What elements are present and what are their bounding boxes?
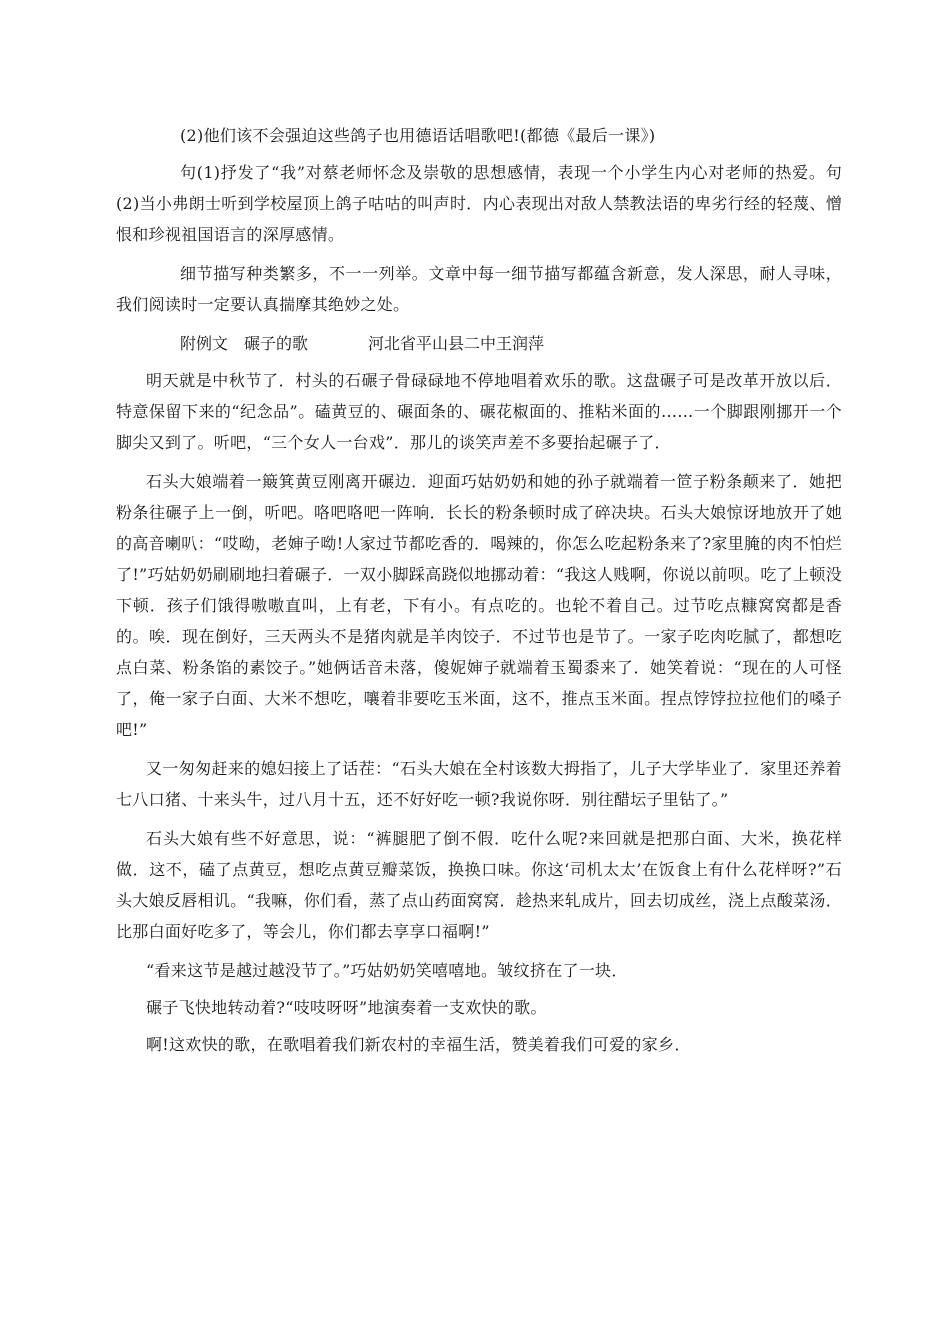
story-paragraph: “看来这节是越过越没节了。”巧姑奶奶笑嘻嘻地。皱纹挤在了一块． — [146, 961, 628, 980]
essay-title: 碾子的歌 — [244, 334, 309, 353]
essay-author: 河北省平山县二中王润萍 — [368, 334, 545, 353]
analysis-paragraph: 句(1)抒发了“我”对蔡老师怀念及崇敬的思想感情，表现一个小学生内心对老师的热爱。句(2)当小弗朗士听到学校屋顶上鸽子咕咕的叫声时．内心表现出对敌人禁教法语的卑劣行经的轻蔑、憎恨和珍视祖国语言的深厚感情。 — [116, 163, 842, 244]
story-paragraph: 石头大娘端着一簸箕黄豆刚离开碾边．迎面巧姑奶奶和她的孙子就端着一笸子粉条颠来了．她把粉条往碾子上一倒，听吧。咯吧咯吧一阵响．长长的粉条顿时成了碎决块。石头大娘惊讶地放开了她的高音喇叭：“哎呦，老婶子呦!人家过节都吃香的．喝辣的，你怎么吃起粉条来了?家里腌的肉不怕烂了!”巧姑奶奶刷刷地扫着碾子．一双小脚踩高跷似地挪动着：“我这人贱啊，你说以前呗。吃了上顿没下顿．孩子们饿得嗷嗷直叫，上有老，下有小。有点吃的。也轮不着自己。过节吃点糠窝窝都是香的。唉．现在倒好，三天两头不是猪肉就是羊肉饺子．不过节也是节了。一家子吃肉吃腻了，都想吃点白菜、粉条馅的素饺子。”她俩话音未落，傻妮婶子就端着玉蜀黍来了．她笑着说：“现在的人可怪了，俺一家子白面、大米不想吃，嚷着非要吃玉米面，这不，推点玉米面。捏点饽饽拉拉他们的嗓子吧!” — [116, 472, 842, 739]
story-paragraph: 碾子飞快地转动着?“吱吱呀呀”地演奏着一支欢快的歌。 — [146, 998, 547, 1017]
example-sentence-2: (2)他们该不会强迫这些鸽子也用德语话唱歌吧!(都德《最后一课》) — [180, 126, 656, 145]
story-paragraph: 啊!这欢快的歌，在歌唱着我们新农村的幸福生活，赞美着我们可爱的家乡． — [146, 1035, 691, 1054]
story-paragraph: 又一匆匆赶来的媳妇接上了话茬：“石头大娘在全村该数大拇指了，儿子大学毕业了．家里还养着七八口猪、十来头牛，过八月十五，还不好好吃一顿?我说你呀．别往醋坛子里钻了。” — [116, 759, 842, 809]
story-paragraph: 明天就是中秋节了．村头的石碾子骨碌碌地不停地唱着欢乐的歌。这盘碾子可是改革开放以后．特意保留下来的“纪念品”。磕黄豆的、碾面条的、碾花椒面的、推粘米面的……一个脚跟刚挪开一个脚尖又到了。听吧，“三个女人一台戏”．那儿的谈笑声差不多要抬起碾子了． — [116, 371, 842, 452]
heading-label: 附例文 — [180, 334, 229, 353]
summary-paragraph: 细节描写种类繁多，不一一列举。文章中每一细节描写都蕴含新意，发人深思，耐人寻味，我们阅读时一定要认真揣摩其绝妙之处。 — [116, 264, 842, 314]
story-paragraph: 石头大娘有些不好意思，说：“裤腿肥了倒不假．吃什么呢?来回就是把那白面、大米，换花样做．这不，磕了点黄豆，想吃点黄豆瓣菜饭，换换口味。你这‘司机太太’在饭食上有什么花样呀?”石头大娘反唇相讥。“我嘛，你们看，蒸了点山药面窝窝．趁热来轧成片，回去切成丝，浇上点酸菜汤．比那白面好吃多了，等会儿，你们都去享享口福啊!” — [116, 829, 842, 941]
document-body — [116, 120, 842, 1068]
example-essay-heading — [116, 328, 842, 359]
